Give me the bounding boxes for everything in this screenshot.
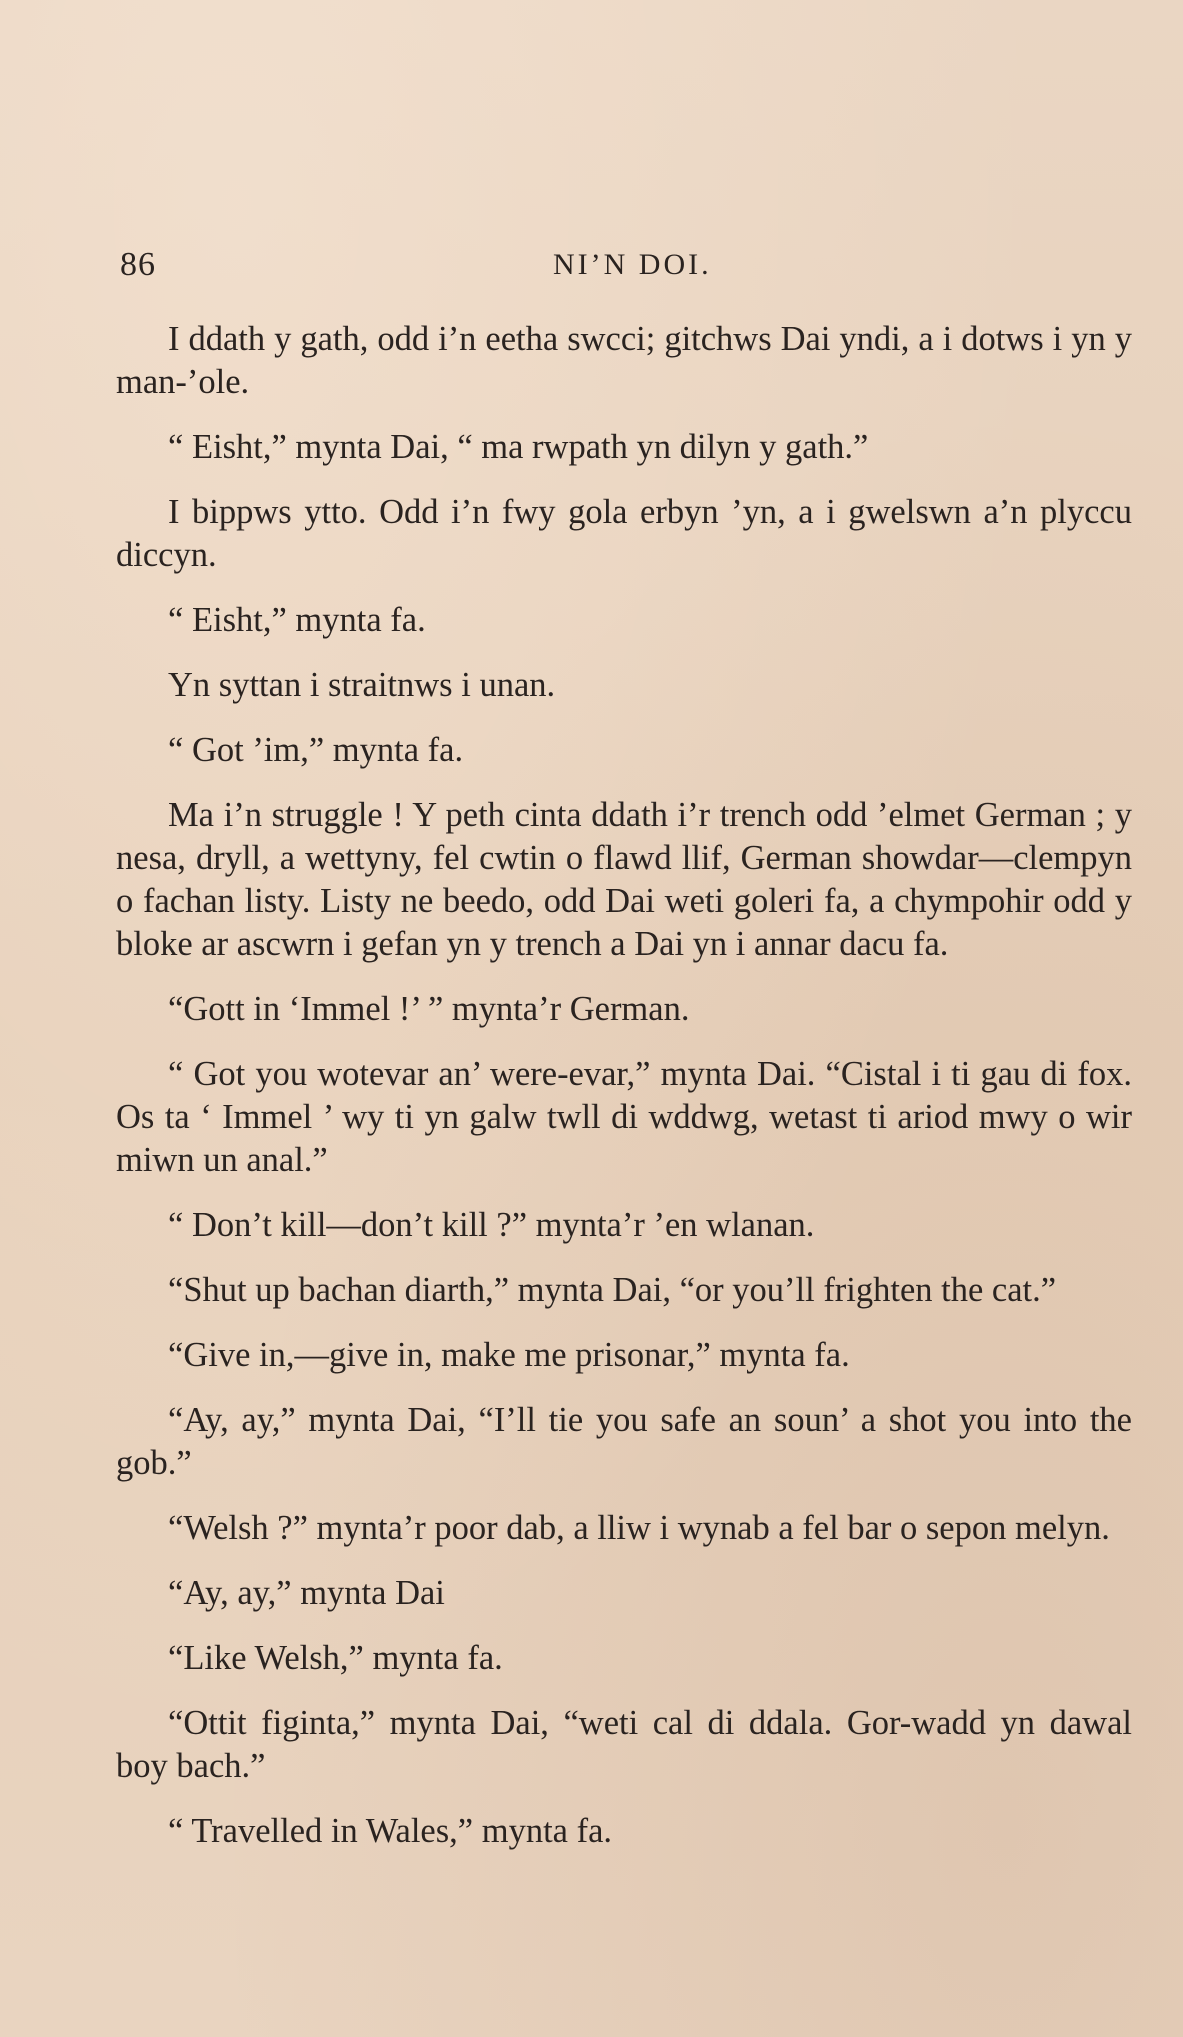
paragraph: “ Got you wotevar an’ were-evar,” mynta Dai. “Cistal i ti gau di fox. Os ta ‘ Immel ’ wy ti yn galw twll di wddwg, wetast ti ariod mwy o wir miwn un anal.” bbox=[116, 1055, 1132, 1179]
paragraph: I bippws ytto. Odd i’n fwy gola erbyn ’yn, a i gwelswn a’n plyccu diccyn. bbox=[116, 493, 1132, 574]
paragraph: I ddath y gath, odd i’n eetha swcci; gitchws Dai yndi, a i dotws i yn y man-’ole. bbox=[116, 320, 1132, 401]
running-head bbox=[120, 246, 1130, 296]
paragraph: “Shut up bachan diarth,” mynta Dai, “or you’ll frighten the cat.” bbox=[168, 1271, 1057, 1309]
paragraph: “ Eisht,” mynta fa. bbox=[168, 601, 426, 639]
paragraph: “Like Welsh,” mynta fa. bbox=[168, 1639, 503, 1677]
paragraph: Yn syttan i straitnws i unan. bbox=[168, 666, 556, 704]
paragraph: “Gott in ‘Immel !’ ” mynta’r German. bbox=[168, 990, 690, 1028]
paragraph: “Ay, ay,” mynta Dai, “I’ll tie you safe an soun’ a shot you into the gob.” bbox=[116, 1401, 1132, 1482]
paragraph: “ Don’t kill—don’t kill ?” mynta’r ’en wlanan. bbox=[168, 1206, 815, 1244]
page-number: 86 bbox=[120, 246, 156, 283]
paragraph: “Ay, ay,” mynta Dai bbox=[168, 1574, 445, 1612]
paragraph: Ma i’n struggle ! Y peth cinta ddath i’r trench odd ’elmet German ; y nesa, dryll, a wettyny, fel cwtin o flawd llif, German showdar—clempyn o fachan listy. Listy ne beedo, odd Dai weti goleri fa, a chympohir odd y bloke ar ascwrn i gefan yn y trench a Dai yn i annar dacu fa. bbox=[116, 796, 1132, 963]
paragraph: “ Eisht,” mynta Dai, “ ma rwpath yn dilyn y gath.” bbox=[168, 428, 869, 466]
body-text bbox=[116, 318, 1132, 1853]
paragraph: “ Travelled in Wales,” mynta fa. bbox=[168, 1812, 613, 1850]
paragraph: “Welsh ?” mynta’r poor dab, a lliw i wynab a fel bar o sepon melyn. bbox=[168, 1509, 1110, 1547]
paragraph: “Give in,—give in, make me prisonar,” mynta fa. bbox=[168, 1336, 850, 1374]
paragraph: “Ottit figinta,” mynta Dai, “weti cal di ddala. Gor-wadd yn dawal boy bach.” bbox=[116, 1704, 1132, 1785]
running-title: NI’N DOI. bbox=[553, 248, 712, 281]
paragraph: “ Got ’im,” mynta fa. bbox=[168, 731, 464, 769]
